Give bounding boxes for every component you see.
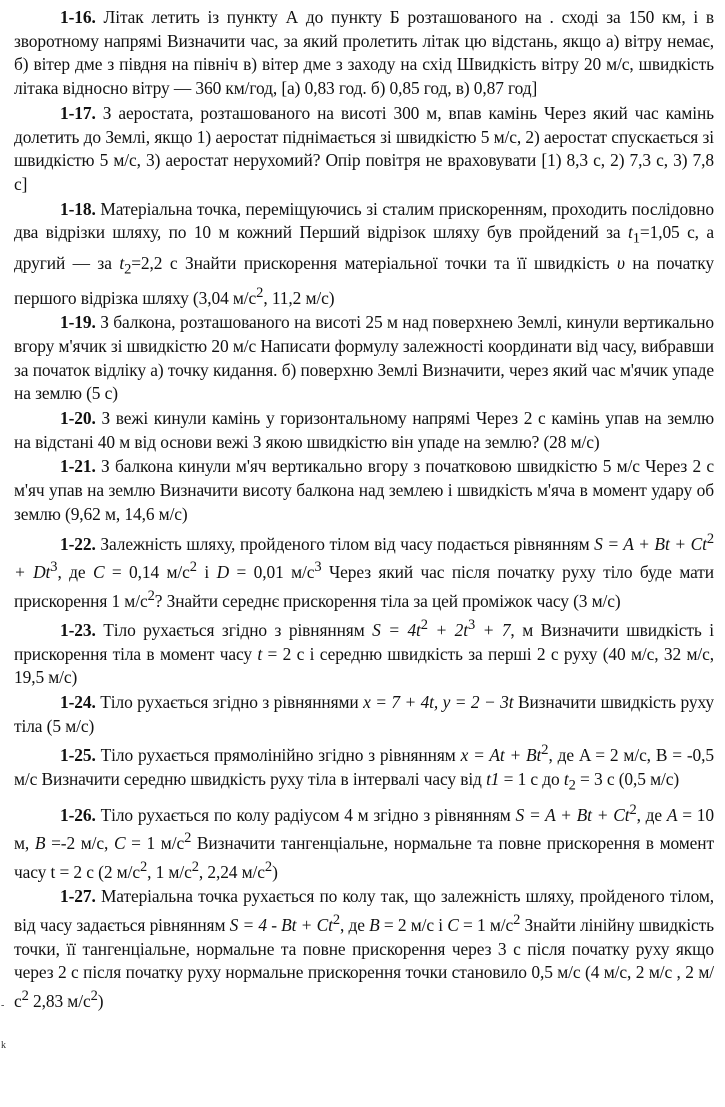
problem-text: = 1 с до [499,768,564,789]
superscript: 2 [191,858,199,875]
problem-text: , де [57,561,93,582]
subscript: 2 [124,260,132,277]
problem-1-20 [14,407,714,454]
problem-1-19 [14,311,714,406]
superscript: 2 [513,912,521,929]
problem-text: Матеріальна точка рухається по колу так, що залежність шляху, пройденого тілом, від часу задається рівнянням [14,886,715,935]
problem-text: = 3 с (0,5 м/с) [575,768,680,789]
problem-text: , де A = 2 м/с, B = -0,5 м/с Визначити середню швидкість руху тіла в інтервалі часу від [14,745,715,789]
variable: υ [616,252,625,273]
superscript: 2 [184,830,192,847]
problem-text: = 1 м/с [458,914,514,935]
problem-text: = 1 м/с [125,833,185,854]
variable: t [119,252,125,273]
problem-text: =1,05 с, а другий — за [14,222,714,273]
problem-text: Визначити швидкість руху тіла (5 м/с) [14,691,714,736]
superscript: 2 [189,559,197,575]
superscript: 2 [90,988,98,1005]
problem-1-25 [14,739,714,798]
superscript: 2 [706,530,714,547]
superscript: 3 [314,559,322,575]
problem-text: , 11,2 м/с) [263,287,335,308]
problem-text: Тіло рухається згідно з рівнянням [103,619,373,640]
variable: C [92,561,105,582]
problem-text: Знайти лінійну швидкість точки, її тангенціальне, нормальне та повне прискорення через 3 с після початку руху якщо через 2 с після початку руху нормальне прискорення точки становило 0,5 м/с (4 м/с, 2 м/с , 2 м/с [14,914,715,1011]
margin-mark: - [1,1000,5,1011]
problem-number: 1-21. [60,456,96,477]
variable: D [216,561,230,582]
problem-text: З аеростата, розташованого на висоті 300 м, впав камінь Через який час камінь долетить до Землі, якщо 1) аеростат піднімається зі швидкістю 5 м/с, 2) аеростат спускається зі швидкістю 5 м/с, 3) аеростат нерухомий? Опір повітря не враховувати [1) 8,3 с, 2) 7,3 с, 3) 7,8 с] [14,102,714,194]
problem-text: З балкона, розташованого на висоті 25 м над поверхнею Землі, кинули вертикально вгору м'ячик зі швидкістю 20 м/с Написати формулу залежності координати від часу, вибравши за початок відліку а) точку кидання. б) поверхню Землі Визначити, через який час м'ячик упаде на землю (5 с) [14,312,714,404]
equation: + 7 [475,619,511,640]
superscript: 2 [264,858,273,875]
problem-1-21 [14,455,714,526]
variable: B [34,833,46,854]
problem-text: Залежність шляху, пройденого тілом від часу подається рівнянням [100,533,595,554]
superscript: 3 [467,617,476,633]
variable: A [666,804,678,825]
variable: t [257,643,263,664]
problem-text: Тіло рухається прямолінійно згідно з рівнянням [100,745,461,766]
problem-text: =2,2 с Знайти прискорення матеріальної точки та її швидкість [131,252,617,273]
equation: x = 7 + 4t, y = 2 − 3t [363,691,514,712]
problem-1-26 [14,799,714,885]
problem-1-27 [14,885,714,1013]
subscript: 1 [632,230,640,247]
superscript: 2 [420,617,428,633]
problem-text: Через який час після початку руху тіло буде мати прискорення 1 м/с [14,561,714,611]
problem-text: , 2,24 м/с [198,861,265,882]
document-page [14,6,714,1015]
equation: x = At + Bt [460,745,542,766]
superscript: 2 [21,988,29,1005]
problem-1-22 [14,528,714,614]
problem-text: Визначити тангенціальне, нормальне та повне прискорення в момент часу t = 2 с (2 м/с [14,833,714,882]
problem-text: ? Знайти середнє прискорення тіла за цей проміжок часу (3 м/с) [154,590,621,611]
superscript: 2 [256,284,264,301]
problem-1-16 [14,6,714,101]
problem-1-17 [14,102,714,197]
variable: C [447,914,459,935]
problem-number: 1-25. [60,745,96,766]
margin-mark: k [1,1040,6,1051]
problem-text: Літак летить із пункту А до пункту Б розташованого на . сході за 150 км, і в зворотному напрямі Визначити час, за який пролетить літак цю відстань, якщо а) вітру немає, б) вітер дме з півдня на північ в) вітер дме з заходу на схід Швидкість вітру 20 м/с, швидкість літака відносно вітру — 360 км/год, [а) 0,83 год. б) 0,85 год, в) 0,87 год] [14,7,715,99]
problem-1-24 [14,691,714,738]
problem-1-18 [14,198,714,311]
problem-number: 1-16. [60,7,96,27]
problem-text: 2,83 м/с [28,990,91,1011]
problem-text: =-2 м/с, [45,833,114,854]
subscript: 2 [568,777,576,794]
superscript: 3 [50,559,58,575]
equation: S = 4 - Bt + Ct [229,914,333,935]
problem-text: Тіло рухається згідно з рівняннями [100,691,364,712]
equation: S = 4t [372,619,421,640]
problem-number: 1-17. [60,102,96,123]
superscript: 2 [629,801,637,818]
problem-text: = 2 м/с і [379,914,448,935]
problem-number: 1-20. [60,407,96,428]
superscript: 2 [332,912,340,929]
variable: t1 [486,768,500,789]
variable: t [563,768,569,789]
problem-number: 1-27. [60,886,96,907]
variable: B [369,914,380,935]
superscript: 2 [139,858,148,875]
problem-text: Тіло рухається по колу радіусом 4 м згідно з рівнянням [100,804,516,825]
problem-number: 1-19. [60,312,96,333]
problem-text: на початку першого відрізка шляху (3,04 м/с [14,252,715,308]
superscript: 2 [147,587,155,604]
problem-number: 1-26. [60,804,96,825]
problem-text: ) [272,861,278,882]
problem-text: Матеріальна точка, переміщуючись зі сталим прискоренням, проходить послідовно два відрізки шляху, по 10 м кожний Перший відрізок шляху був пройдений за [14,198,715,243]
problem-1-23 [14,614,714,690]
problem-text: і [196,561,217,582]
problem-text: = 0,14 м/с [104,561,190,582]
equation: + 2t [427,619,468,640]
variable: C [113,833,126,854]
problem-text: = 10 м, [14,804,714,854]
problem-text: = 0,01 м/с [229,561,315,582]
problem-number: 1-18. [60,198,96,219]
problem-number: 1-23. [60,619,96,640]
problem-text: , 1 м/с [147,861,192,882]
problem-text: З балкона кинули м'яч вертикально вгору з початковою швидкістю 5 м/с Через 2 с м'яч упав на землю Визначити висоту балкона над землею і швидкість м'яча в момент удару об землю (9,62 м, 14,6 м/с) [14,456,714,524]
problem-text: , де [636,804,667,825]
problem-text: = 2 с і середню швидкість за перші 2 с руху (40 м/с, 32 м/с, 19,5 м/с) [14,643,714,688]
equation: S = A + Bt + Ct [594,533,707,554]
problem-text: , де [339,914,370,935]
variable: t [628,222,633,243]
problem-text: , м Визначити швидкість і прискорення тіла в момент часу [14,619,714,664]
equation: S = A + Bt + Ct [515,804,630,825]
problem-number: 1-22. [60,533,96,554]
problem-number: 1-24. [60,691,96,712]
equation: + Dt [14,561,51,582]
problem-text: З вежі кинули камінь у горизонтальному напрямі Через 2 с камінь упав на землю на відстані 40 м від основи вежі З якою швидкістю він упаде на землю? (28 м/с) [14,407,714,452]
problem-text: ) [97,990,104,1011]
superscript: 2 [541,742,549,759]
